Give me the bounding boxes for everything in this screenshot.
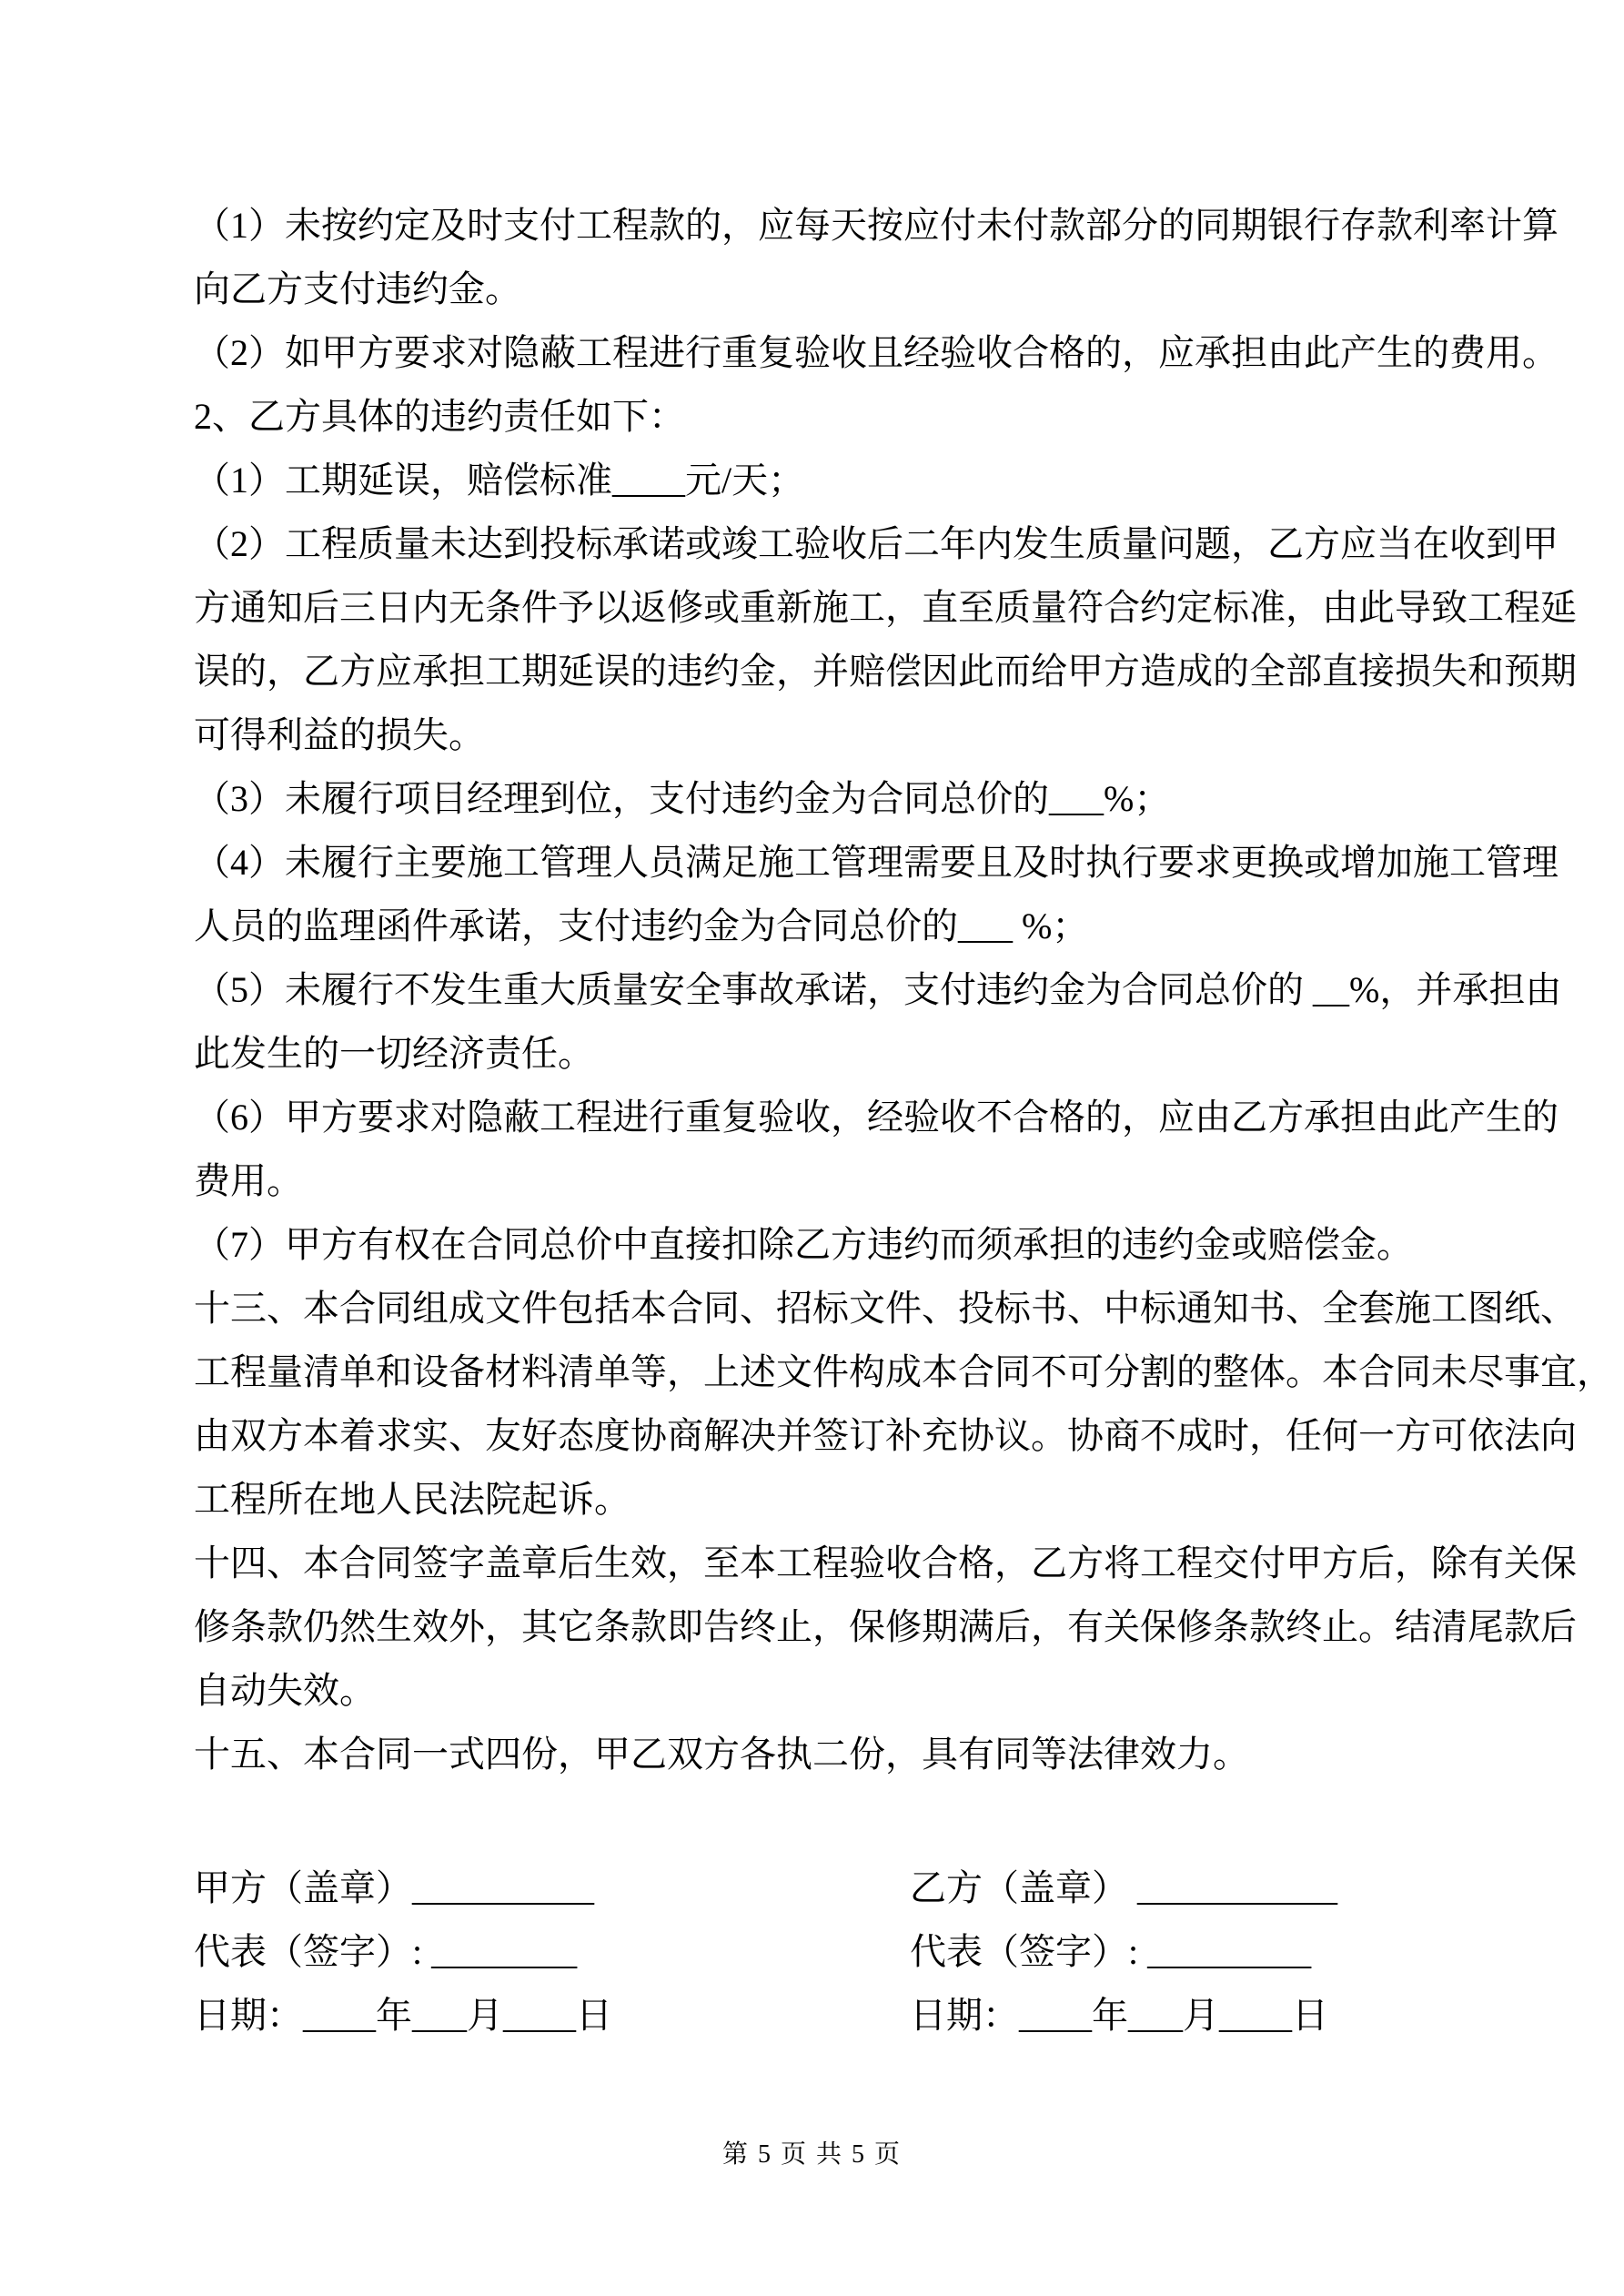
clause-line: 工程量清单和设备材料清单等，上述文件构成本合同不可分割的整体。本合同未尽事宜， [194,1351,1613,1392]
party-a-representative-label: 代表（签字）: ________ [194,1931,578,1972]
clause-line: 费用。 [194,1160,303,1201]
clause-line: （7）甲方有权在合同总价中直接扣除乙方违约而须承担的违约金或赔偿金。 [194,1224,1413,1265]
party-b-representative-label: 代表（签字）: _________ [910,1931,1312,1972]
clause-line: （6）甲方要求对隐蔽工程进行重复验收，经验收不合格的，应由乙方承担由此产生的 [194,1097,1558,1138]
clause-line: 向乙方支付违约金。 [194,268,521,309]
clause-line: 十三、本合同组成文件包括本合同、招标文件、投标书、中标通知书、全套施工图纸、 [194,1288,1577,1329]
clause-line: 2、乙方具体的违约责任如下： [194,396,685,437]
clause-line: （4）未履行主要施工管理人员满足施工管理需要且及时执行要求更换或增加施工管理 [194,842,1558,883]
date-row [194,1984,1438,2048]
clause-line: 可得利益的损失。 [194,714,485,755]
clause-line: 自动失效。 [194,1670,376,1711]
clause-line: 由双方本着求实、友好态度协商解决并签订补充协议。协商不成时，任何一方可依法向 [194,1415,1577,1456]
seal-row [194,1856,1438,1920]
clause-line: （1）工期延误，赔偿标准____元/天； [194,460,805,501]
clause-line: 此发生的一切经济责任。 [194,1033,594,1074]
clause-line: （2）如甲方要求对隐蔽工程进行重复验收且经验收合格的，应承担由此产生的费用。 [194,332,1558,373]
party-a-seal-label: 甲方（盖章）__________ [194,1867,594,1908]
clause-line: 方通知后三日内无条件予以返修或重新施工，直至质量符合约定标准，由此导致工程延 [194,587,1577,628]
clause-line: （5）未履行不发生重大质量安全事故承诺，支付违约金为合同总价的 __%，并承担由 [194,969,1562,1010]
clause-line: （3）未履行项目经理到位，支付违约金为合同总价的___%； [194,778,1171,819]
signature-block [194,1856,1438,2048]
clause-line: 修条款仍然生效外，其它条款即告终止，保修期满后，有关保修条款终止。结清尾款后 [194,1606,1577,1647]
clause-line: 误的，乙方应承担工期延误的违约金，并赔偿因此而给甲方造成的全部直接损失和预期 [194,651,1577,692]
party-a-date-label: 日期：____年___月____日 [194,1995,612,2036]
clause-line: 工程所在地人民法院起诉。 [194,1479,630,1520]
party-b-seal-label: 乙方（盖章） ___________ [910,1867,1337,1908]
clause-line: （2）工程质量未达到投标承诺或竣工验收后二年内发生质量问题，乙方应当在收到甲 [194,523,1558,564]
contract-body [194,194,1613,1786]
clause-line: （1）未按约定及时支付工程款的，应每天按应付未付款部分的同期银行存款利率计算 [194,205,1558,246]
representative-row [194,1920,1438,1984]
page-number: 第 5 页 共 5 页 [721,2140,902,2169]
clause-line: 十五、本合同一式四份，甲乙双方各执二份，具有同等法律效力。 [194,1734,1249,1775]
clause-line: 十四、本合同签字盖章后生效，至本工程验收合格，乙方将工程交付甲方后，除有关保 [194,1542,1577,1583]
party-b-date-label: 日期：____年___月____日 [910,1995,1328,2036]
clause-line: 人员的监理函件承诺，支付违约金为合同总价的___ %； [194,905,1089,946]
